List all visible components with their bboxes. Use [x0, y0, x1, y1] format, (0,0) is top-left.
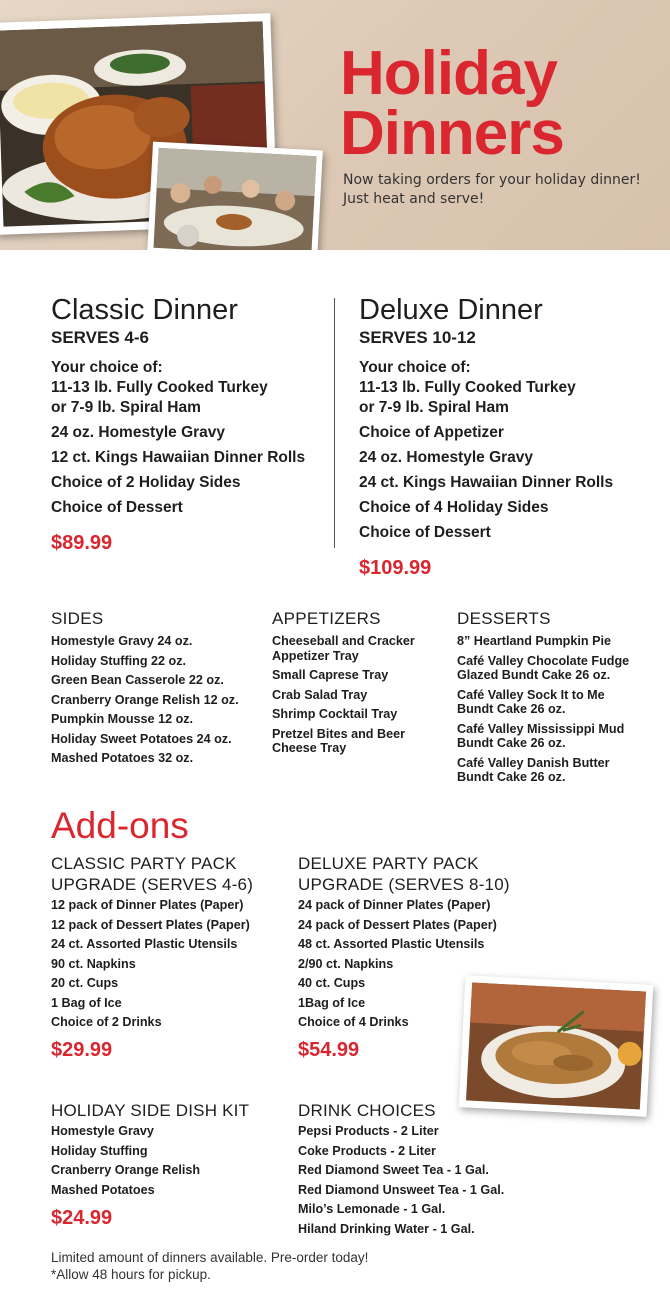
classic-pack-title-line: CLASSIC PARTY PACK — [51, 854, 237, 873]
drink-choices-title: DRINK CHOICES — [298, 1101, 436, 1120]
deluxe-item-line: Your choice of: — [359, 359, 471, 376]
list-item: Homestyle Gravy 24 oz. — [51, 634, 193, 648]
list-item-line: Café Valley Danish Butter — [457, 755, 610, 770]
deluxe-item: Choice of 4 Holiday Sides — [359, 499, 549, 516]
list-item: 90 ct. Napkins — [51, 956, 136, 971]
footer-line-1: Limited amount of dinners available. Pre-order today! — [51, 1250, 369, 1265]
deluxe-item: 24 ct. Kings Hawaiian Dinner Rolls — [359, 474, 614, 491]
list-item-line: Bundt Cake 26 oz. — [457, 702, 566, 716]
list-item — [457, 722, 662, 751]
deluxe-dinner-title: Deluxe Dinner — [359, 294, 543, 326]
list-item — [272, 634, 452, 663]
list-item-line: Bundt Cake 26 oz. — [457, 736, 566, 750]
list-item: Pumpkin Mousse 12 oz. — [51, 712, 194, 726]
classic-item-line: or 7-9 lb. Spiral Ham — [51, 399, 201, 416]
list-item: 8” Heartland Pumpkin Pie — [457, 634, 611, 648]
list-item: 48 ct. Assorted Plastic Utensils — [298, 937, 485, 951]
classic-party-pack — [51, 853, 291, 1062]
desserts-section — [457, 608, 662, 790]
dinner-divider — [334, 298, 335, 548]
list-item: 24 pack of Dessert Plates (Paper) — [298, 917, 497, 932]
list-item: 1Bag of Ice — [298, 995, 366, 1010]
classic-item — [51, 358, 341, 418]
stuffing-photo — [459, 975, 654, 1117]
list-item-line: Café Valley Mississippi Mud — [457, 721, 625, 736]
list-item: 1 Bag of Ice — [51, 995, 122, 1010]
deluxe-dinner-serves: SERVES 10-12 — [359, 328, 476, 347]
list-item — [457, 756, 662, 785]
footer-line-2: *Allow 48 hours for pickup. — [51, 1267, 211, 1282]
classic-item: 12 ct. Kings Hawaiian Dinner Rolls — [51, 449, 306, 466]
classic-dinner-title: Classic Dinner — [51, 294, 238, 326]
list-item: Small Caprese Tray — [272, 668, 389, 682]
list-item — [272, 727, 452, 756]
list-item: Shrimp Cocktail Tray — [272, 707, 398, 721]
classic-pack-title-line: UPGRADE (SERVES 4-6) — [51, 875, 254, 894]
deluxe-item: Choice of Dessert — [359, 524, 491, 541]
list-item: Cranberry Orange Relish — [51, 1163, 201, 1177]
classic-pack-title — [51, 853, 291, 895]
footer-note — [51, 1249, 368, 1283]
list-item: Cranberry Orange Relish 12 oz. — [51, 692, 239, 707]
page-title — [340, 39, 564, 168]
list-item: Red Diamond Sweet Tea - 1 Gal. — [298, 1163, 489, 1177]
classic-item: Choice of 2 Holiday Sides — [51, 474, 241, 491]
header-banner — [0, 0, 670, 250]
classic-dinner-serves: SERVES 4-6 — [51, 328, 149, 347]
list-item: Choice of 2 Drinks — [51, 1015, 162, 1029]
deluxe-pack-title-line: UPGRADE (SERVES 8-10) — [298, 875, 510, 894]
classic-item: 24 oz. Homestyle Gravy — [51, 424, 226, 441]
appetizers-title: APPETIZERS — [272, 609, 381, 628]
deluxe-pack-title-line: DELUXE PARTY PACK — [298, 854, 479, 873]
list-item: Homestyle Gravy — [51, 1124, 154, 1138]
list-item — [457, 688, 662, 717]
list-item — [457, 654, 662, 683]
deluxe-item: 24 oz. Homestyle Gravy — [359, 449, 534, 466]
list-item: Holiday Stuffing — [51, 1143, 148, 1158]
list-item: 12 pack of Dessert Plates (Paper) — [51, 917, 250, 932]
side-dish-kit-price: $24.99 — [51, 1206, 113, 1229]
classic-item: Choice of Dessert — [51, 499, 183, 516]
list-item: 40 ct. Cups — [298, 976, 366, 990]
list-item: 20 ct. Cups — [51, 976, 119, 990]
list-item: Red Diamond Unsweet Tea - 1 Gal. — [298, 1182, 505, 1197]
list-item-line: Café Valley Chocolate Fudge — [457, 653, 630, 668]
list-item: Crab Salad Tray — [272, 687, 368, 702]
list-item: Mashed Potatoes — [51, 1182, 155, 1197]
list-item-line: Café Valley Sock It to Me — [457, 687, 605, 702]
deluxe-dinner-section — [359, 293, 649, 580]
classic-dinner-price: $89.99 — [51, 532, 113, 554]
appetizers-section — [272, 608, 452, 761]
addons-title: Add-ons — [51, 805, 189, 846]
list-item: Mashed Potatoes 32 oz. — [51, 751, 194, 765]
classic-item-line: 11-13 lb. Fully Cooked Turkey — [51, 379, 268, 396]
list-item-line: Pretzel Bites and Beer — [272, 726, 405, 741]
deluxe-item: Choice of Appetizer — [359, 424, 504, 441]
list-item: 24 ct. Assorted Plastic Utensils — [51, 937, 238, 951]
list-item: 12 pack of Dinner Plates (Paper) — [51, 898, 244, 912]
title-line-1: Holiday — [340, 39, 557, 108]
list-item-line: Bundt Cake 26 oz. — [457, 770, 566, 784]
sides-title: SIDES — [51, 609, 104, 628]
list-item-line: Cheeseball and Cracker — [272, 634, 415, 648]
subtitle — [343, 171, 641, 209]
deluxe-pack-title — [298, 853, 538, 895]
side-dish-kit-title: HOLIDAY SIDE DISH KIT — [51, 1101, 250, 1120]
deluxe-item-line: or 7-9 lb. Spiral Ham — [359, 399, 509, 416]
list-item-line: Cheese Tray — [272, 741, 347, 755]
list-item: 24 pack of Dinner Plates (Paper) — [298, 898, 491, 912]
classic-dinner-section — [51, 293, 341, 555]
deluxe-dinner-price: $109.99 — [359, 557, 432, 579]
deluxe-pack-price: $54.99 — [298, 1039, 360, 1061]
holiday-side-dish-kit — [51, 1100, 291, 1230]
list-item: Green Bean Casserole 22 oz. — [51, 673, 224, 687]
list-item: Holiday Stuffing 22 oz. — [51, 653, 187, 668]
list-item: Pepsi Products - 2 Liter — [298, 1124, 439, 1138]
deluxe-item-line: 11-13 lb. Fully Cooked Turkey — [359, 379, 576, 396]
list-item: Hiland Drinking Water - 1 Gal. — [298, 1221, 475, 1236]
list-item: Milo’s Lemonade - 1 Gal. — [298, 1202, 446, 1216]
subtitle-line-2: Just heat and serve! — [343, 191, 485, 207]
list-item: Holiday Sweet Potatoes 24 oz. — [51, 731, 232, 746]
title-line-2: Dinners — [340, 99, 564, 168]
list-item: Choice of 4 Drinks — [298, 1015, 409, 1029]
list-item: Coke Products - 2 Liter — [298, 1143, 436, 1158]
sides-section — [51, 608, 261, 771]
deluxe-item — [359, 358, 649, 418]
family-dinner-photo — [147, 142, 323, 250]
drink-choices — [298, 1100, 558, 1241]
list-item-line: Glazed Bundt Cake 26 oz. — [457, 668, 611, 682]
list-item-line: Appetizer Tray — [272, 648, 359, 663]
subtitle-line-1: Now taking orders for your holiday dinner! — [343, 172, 641, 188]
desserts-title: DESSERTS — [457, 609, 551, 628]
classic-item-line: Your choice of: — [51, 359, 163, 376]
classic-pack-price: $29.99 — [51, 1039, 113, 1061]
list-item: 2/90 ct. Napkins — [298, 956, 394, 971]
